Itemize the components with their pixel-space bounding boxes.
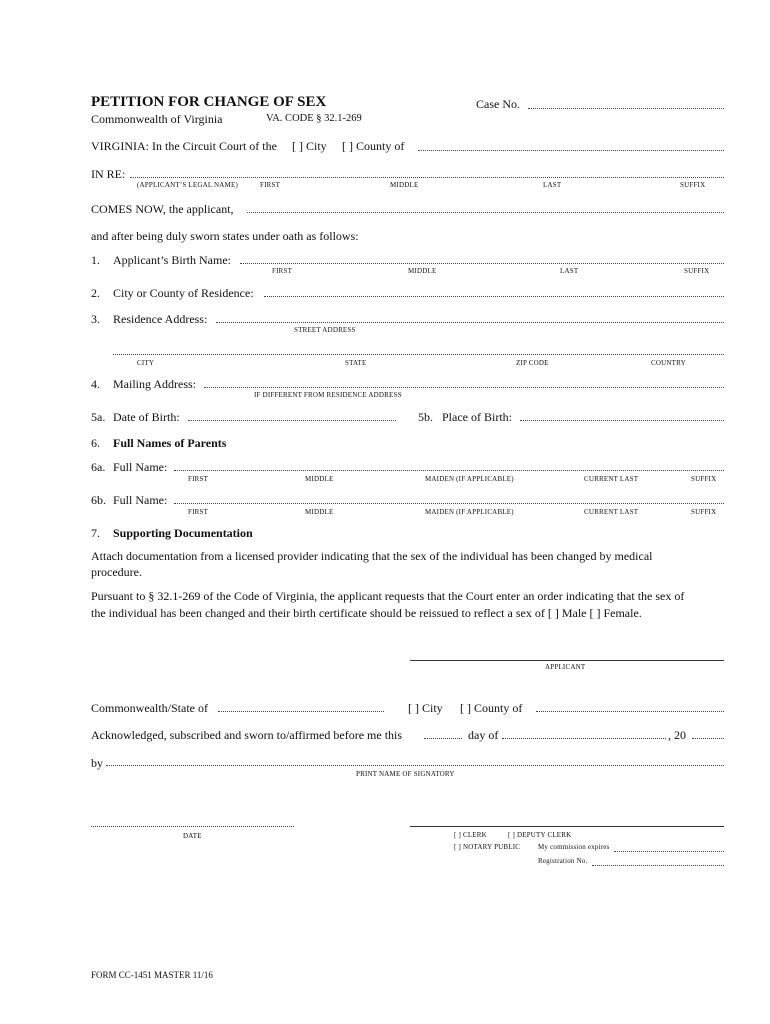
place-of-birth-label: Place of Birth:	[442, 410, 512, 424]
mailing-address-caption: IF DIFFERENT FROM RESIDENCE ADDRESS	[254, 391, 402, 399]
zip-caption: ZIP CODE	[516, 359, 549, 367]
last-caption: LAST	[560, 267, 579, 275]
signatory-name-field[interactable]	[106, 765, 724, 766]
year-prefix: , 20	[668, 728, 686, 742]
pursuant-line-1: Pursuant to § 32.1-269 of the Code of Virginia, the applicant requests that the Court enter an order indicating that the sex of	[91, 589, 685, 603]
form-number: FORM CC-1451 MASTER 11/16	[91, 970, 213, 980]
pursuant-line-2: the individual has been changed and their birth certificate should be reissued to reflect a sex of [ ] Male [ ] Female.	[91, 606, 642, 620]
middle-caption: MIDDLE	[408, 267, 437, 275]
county-checkbox[interactable]: [ ] County of	[342, 139, 405, 153]
date-of-birth-field[interactable]	[188, 420, 396, 421]
notary-city-checkbox[interactable]: [ ] City	[408, 701, 443, 715]
suffix-caption: SUFFIX	[680, 181, 706, 189]
deputy-clerk-checkbox[interactable]: [ ] DEPUTY CLERK	[508, 831, 572, 839]
item-number: 6b.	[91, 493, 106, 507]
commission-expires-label: My commission expires	[538, 843, 610, 851]
code-reference: VA. CODE § 32.1-269	[266, 113, 362, 124]
parent-1-label: Full Name:	[113, 460, 168, 474]
current-last-caption: CURRENT LAST	[584, 508, 639, 516]
notary-locality-field[interactable]	[536, 711, 724, 712]
middle-caption: MIDDLE	[305, 508, 334, 516]
day-of-label: day of	[468, 728, 499, 742]
item-number: 5b.	[418, 410, 433, 424]
birth-name-field[interactable]	[240, 263, 724, 264]
first-caption: FIRST	[188, 508, 209, 516]
date-field[interactable]	[91, 826, 294, 827]
maiden-caption: MAIDEN (IF APPLICABLE)	[425, 508, 514, 516]
birth-name-label: Applicant’s Birth Name:	[113, 253, 231, 267]
suffix-caption: SUFFIX	[691, 508, 717, 516]
last-caption: LAST	[543, 181, 562, 189]
item-number: 7.	[91, 526, 100, 540]
clerk-checkbox[interactable]: [ ] CLERK	[454, 831, 487, 839]
item-number: 2.	[91, 286, 100, 300]
attach-instructions-line-2: procedure.	[91, 565, 142, 579]
court-locality-field[interactable]	[418, 150, 724, 151]
commission-expires-field[interactable]	[614, 851, 724, 852]
maiden-caption: MAIDEN (IF APPLICABLE)	[425, 475, 514, 483]
suffix-caption: SUFFIX	[684, 267, 710, 275]
supporting-documentation-heading: Supporting Documentation	[113, 526, 253, 540]
registration-label: Registration No.	[538, 857, 588, 865]
item-number: 1.	[91, 253, 100, 267]
applicant-legal-name-field[interactable]	[130, 177, 724, 178]
form-title: PETITION FOR CHANGE OF SEX	[91, 94, 327, 110]
city-caption: CITY	[137, 359, 155, 367]
city-state-zip-field[interactable]	[113, 354, 724, 355]
print-name-caption: PRINT NAME OF SIGNATORY	[356, 770, 455, 778]
by-label: by	[91, 756, 103, 770]
official-signature-line[interactable]	[410, 826, 724, 827]
item-number: 4.	[91, 377, 100, 391]
parents-heading: Full Names of Parents	[113, 436, 227, 450]
item-number: 6.	[91, 436, 100, 450]
notary-county-checkbox[interactable]: [ ] County of	[460, 701, 523, 715]
item-number: 6a.	[91, 460, 106, 474]
applicant-name-field[interactable]	[247, 212, 724, 213]
commonwealth-label: Commonwealth of Virginia	[91, 112, 223, 126]
state-of-label: Commonwealth/State of	[91, 701, 208, 715]
item-number: 5a.	[91, 410, 106, 424]
court-prefix: VIRGINIA: In the Circuit Court of the	[91, 139, 277, 153]
suffix-caption: SUFFIX	[691, 475, 717, 483]
case-number-field[interactable]	[528, 108, 724, 109]
notary-public-checkbox[interactable]: [ ] NOTARY PUBLIC	[454, 843, 521, 851]
date-of-birth-label: Date of Birth:	[113, 410, 180, 424]
month-field[interactable]	[502, 738, 666, 739]
oath-text: and after being duly sworn states under oath as follows:	[91, 229, 359, 243]
date-caption: DATE	[183, 832, 202, 840]
city-county-residence-field[interactable]	[264, 296, 724, 297]
first-caption: FIRST	[272, 267, 293, 275]
acknowledged-text: Acknowledged, subscribed and sworn to/affirmed before me this	[91, 728, 403, 742]
first-caption: FIRST	[188, 475, 209, 483]
middle-caption: MIDDLE	[390, 181, 419, 189]
case-number-label: Case No.	[476, 97, 520, 111]
comes-now-text: COMES NOW, the applicant,	[91, 202, 234, 216]
item-number: 3.	[91, 312, 100, 326]
parent-2-label: Full Name:	[113, 493, 168, 507]
state-of-field[interactable]	[218, 711, 384, 712]
parent-1-name-field[interactable]	[174, 470, 724, 471]
legal-name-caption: (APPLICANT’S LEGAL NAME)	[137, 181, 238, 189]
applicant-signature-line[interactable]	[410, 660, 724, 661]
applicant-caption: APPLICANT	[545, 663, 586, 671]
registration-number-field[interactable]	[592, 865, 724, 866]
country-caption: COUNTRY	[651, 359, 686, 367]
state-caption: STATE	[345, 359, 367, 367]
middle-caption: MIDDLE	[305, 475, 334, 483]
mailing-address-label: Mailing Address:	[113, 377, 196, 391]
city-checkbox[interactable]: [ ] City	[292, 139, 327, 153]
current-last-caption: CURRENT LAST	[584, 475, 639, 483]
mailing-address-field[interactable]	[204, 387, 724, 388]
city-county-residence-label: City or County of Residence:	[113, 286, 254, 300]
parent-2-name-field[interactable]	[174, 503, 724, 504]
place-of-birth-field[interactable]	[520, 420, 724, 421]
in-re-label: IN RE:	[91, 167, 126, 181]
street-address-field[interactable]	[216, 322, 724, 323]
year-field[interactable]	[692, 738, 724, 739]
day-field[interactable]	[424, 738, 462, 739]
residence-address-label: Residence Address:	[113, 312, 208, 326]
first-caption: FIRST	[260, 181, 281, 189]
attach-instructions-line-1: Attach documentation from a licensed provider indicating that the sex of the individual has been changed by medical	[91, 549, 653, 563]
street-address-caption: STREET ADDRESS	[294, 326, 356, 334]
